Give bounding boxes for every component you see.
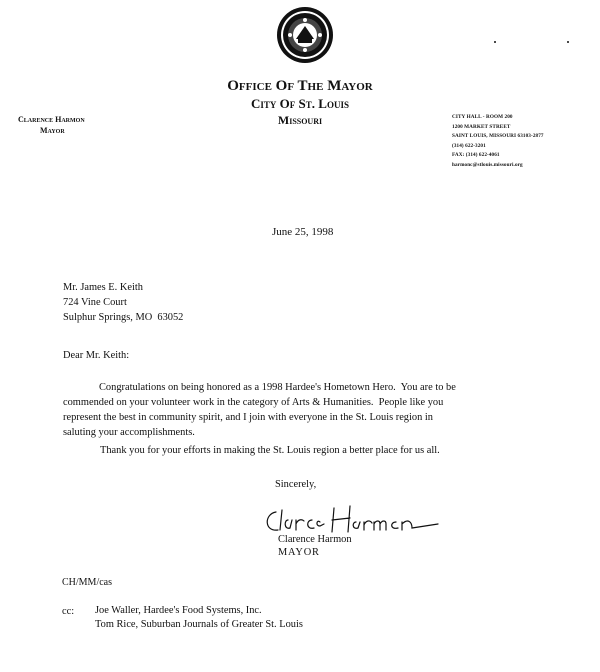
letter-date: June 25, 1998 [272, 226, 334, 238]
cc-entry: Tom Rice, Suburban Journals of Greater St. Louis [95, 619, 303, 630]
body-paragraph [63, 380, 563, 440]
speck [494, 41, 496, 43]
office-name: Office Of The Mayor [227, 78, 373, 94]
email-line: harmonc@stlouis.missouri.org [452, 161, 523, 168]
address-line: 1200 MARKET STREET [452, 123, 511, 130]
cc-label: cc: [62, 606, 75, 617]
mayor-name: Clarence Harmon [18, 115, 85, 124]
closing: Sincerely, [275, 479, 317, 490]
cc-entry: Joe Waller, Hardee's Food Systems, Inc. [95, 605, 262, 616]
salutation: Dear Mr. Keith: [63, 350, 130, 361]
address-line: SAINT LOUIS, MISSOURI 63103-2877 [452, 133, 544, 139]
address-line: FAX: (314) 622-4061 [452, 152, 500, 158]
address-line: CITY HALL - ROOM 200 [452, 114, 513, 120]
letterhead-title [150, 78, 450, 129]
cc-list [95, 604, 303, 632]
mayor-title: Mayor [40, 126, 65, 135]
mayor-heading [18, 114, 85, 136]
body-line: represent the best in community spirit, and I join with everyone in the St. Louis region in [63, 412, 433, 423]
signer-name: Clarence Harmon [278, 534, 352, 545]
recipient-city: Sulphur Springs, MO 63052 [63, 312, 184, 323]
body-line: Congratulations on being honored as a 1998 Hardee's Hometown Hero. You are to be [99, 382, 456, 393]
thanks-line: Thank you for your efforts in making the St. Louis region a better place for us all. [100, 445, 440, 456]
signer-block [278, 533, 352, 559]
recipient-name: Mr. James E. Keith [63, 282, 143, 293]
typist-initials: CH/MM/cas [62, 577, 112, 588]
signer-title: MAYOR [278, 547, 320, 558]
recipient-street: 724 Vine Court [63, 297, 127, 308]
body-line: saluting your accomplishments. [63, 427, 195, 438]
address-line: (314) 622-3201 [452, 142, 486, 149]
office-address [452, 113, 582, 170]
state-name: Missouri [277, 113, 323, 127]
city-name: City Of St. Louis [251, 96, 349, 111]
city-seal [276, 6, 334, 64]
body-line: commended on your volunteer work in the category of Arts & Humanities. People like you [63, 397, 444, 408]
recipient-address [63, 280, 183, 325]
speck [567, 41, 569, 43]
